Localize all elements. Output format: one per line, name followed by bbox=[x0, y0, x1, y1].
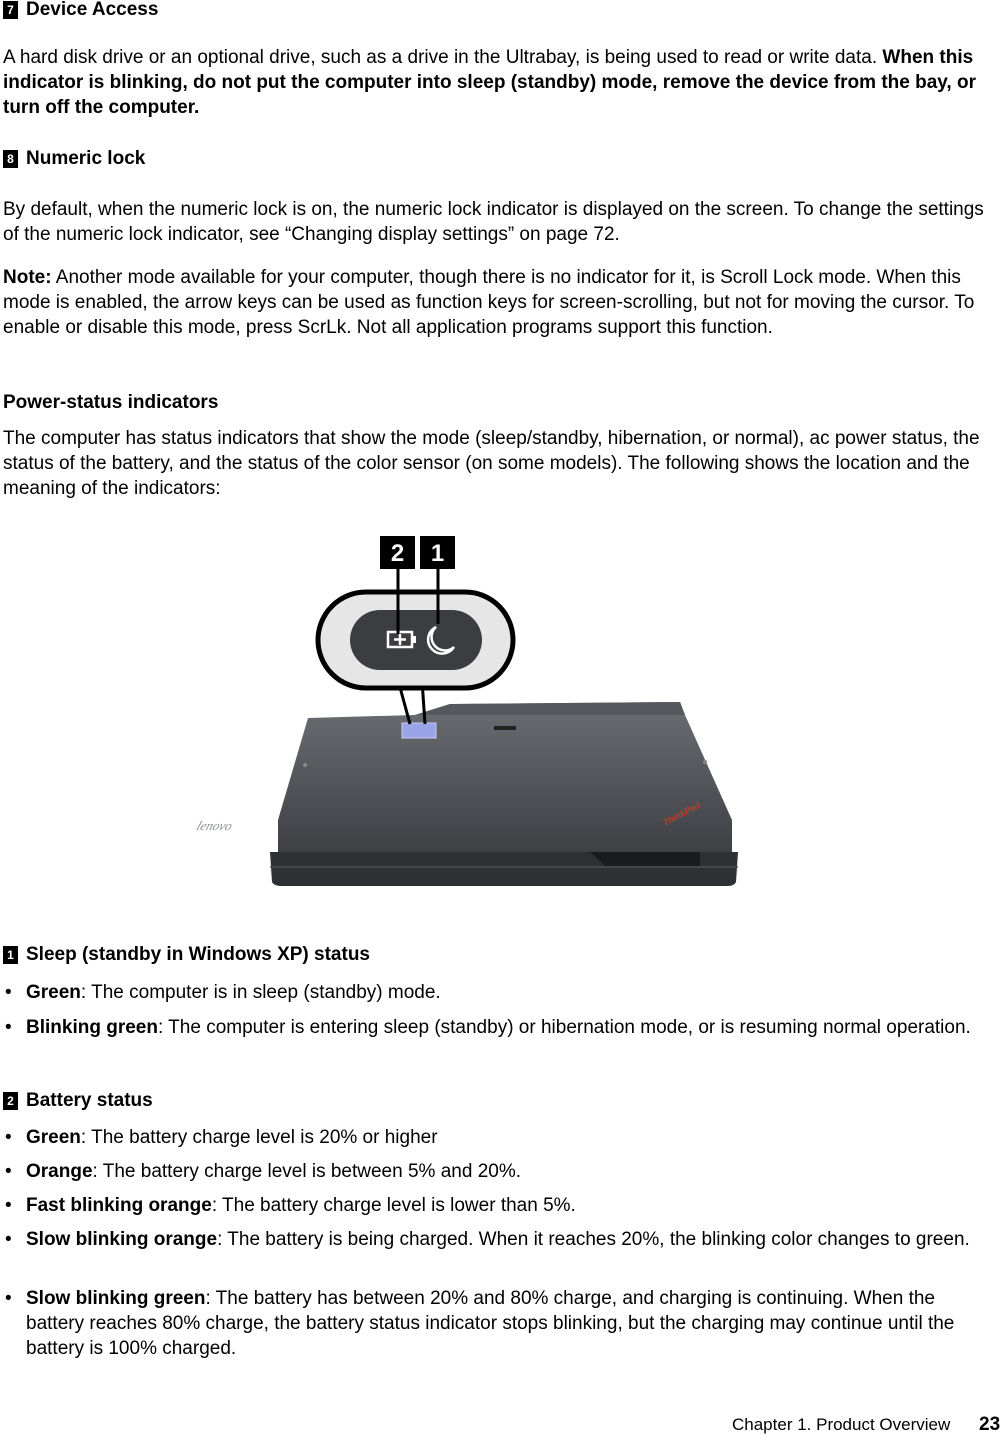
callout-number-2: 2 bbox=[3, 1092, 18, 1110]
svg-text:ThinkPad: ThinkPad bbox=[661, 799, 702, 828]
numeric-lock-title: Numeric lock bbox=[26, 148, 146, 169]
list-item bbox=[3, 1227, 1003, 1277]
footer-chapter: Chapter 1. Product Overview bbox=[732, 1415, 951, 1434]
callout-number-7: 7 bbox=[3, 1, 18, 19]
numeric-lock-heading bbox=[3, 146, 145, 171]
item-label: Green bbox=[26, 982, 81, 1003]
callout-number-8: 8 bbox=[3, 150, 18, 168]
laptop-body bbox=[270, 702, 738, 886]
numeric-lock-text: By default, when the numeric lock is on, the numeric lock indicator is displayed on the screen. To change the settings of the numeric lock indicator, see “Changing display settings” on page 72. bbox=[3, 199, 984, 245]
item-text: : The computer is entering sleep (standby) or hibernation mode, or is resuming normal operation. bbox=[157, 1017, 971, 1038]
svg-text:2: 2 bbox=[390, 540, 405, 567]
list-item bbox=[3, 980, 1003, 1005]
bullet-icon: • bbox=[5, 1017, 12, 1038]
power-status-title: Power-status indicators bbox=[3, 392, 219, 413]
note-label: Note: bbox=[3, 267, 52, 288]
callout-number-1: 1 bbox=[3, 946, 18, 964]
lenovo-logo: lenovo bbox=[194, 818, 235, 833]
page-number: 23 bbox=[979, 1414, 1001, 1435]
item-text: : The battery is being charged. When it reaches 20%, the blinking color changes to green. bbox=[217, 1229, 970, 1250]
item-label: Slow blinking orange bbox=[26, 1229, 218, 1250]
list-item bbox=[3, 1193, 1003, 1218]
indicator-location-figure bbox=[194, 530, 750, 890]
list-item bbox=[3, 1286, 1003, 1361]
battery-status-heading bbox=[3, 1088, 153, 1113]
bullet-icon: • bbox=[5, 982, 12, 1003]
item-label: Blinking green bbox=[26, 1017, 158, 1038]
sleep-status-title: Sleep (standby in Windows XP) status bbox=[26, 944, 370, 965]
power-status-text: The computer has status indicators that show the mode (sleep/standby, hibernation, or normal), ac power status, the status of the battery, and the status of the color sensor (on some models). The following shows the location and the meaning of the indicators: bbox=[3, 428, 980, 499]
note-text: Another mode available for your computer, though there is no indicator for it, is Scroll Lock mode. When this mode is enabled, the arrow keys can be used as function keys for screen-scrolling, but not for moving the cursor. To enable or disable this mode, press ScrLk. Not all application programs support this function. bbox=[3, 267, 975, 338]
item-text: : The battery charge level is 20% or higher bbox=[80, 1127, 438, 1148]
bullet-icon: • bbox=[5, 1288, 12, 1309]
callout-2 bbox=[380, 536, 415, 569]
item-label: Fast blinking orange bbox=[26, 1195, 212, 1216]
list-item bbox=[3, 1125, 1003, 1150]
svg-text:1: 1 bbox=[430, 540, 445, 567]
item-text: : The battery has between 20% and 80% charge, and charging is continuing. When the battery reaches 80% charge, the battery status indicator stops blinking, but the charging may continue until the battery is 100% charged. bbox=[26, 1288, 955, 1359]
battery-status-title: Battery status bbox=[26, 1090, 153, 1111]
device-access-heading bbox=[3, 0, 158, 22]
device-access-paragraph bbox=[3, 45, 1003, 120]
item-text: : The battery charge level is lower than 5%. bbox=[211, 1195, 576, 1216]
bullet-icon: • bbox=[5, 1127, 12, 1148]
item-label: Green bbox=[26, 1127, 81, 1148]
indicator-panel bbox=[318, 592, 513, 688]
device-access-title: Device Access bbox=[26, 0, 159, 20]
item-text: : The battery charge level is between 5% and 20%. bbox=[92, 1161, 521, 1182]
item-label: Orange bbox=[26, 1161, 93, 1182]
sleep-status-heading bbox=[3, 942, 370, 967]
bullet-icon: • bbox=[5, 1229, 12, 1250]
list-item bbox=[3, 1159, 1003, 1184]
list-item bbox=[3, 1015, 1003, 1065]
item-text: : The computer is in sleep (standby) mode. bbox=[80, 982, 441, 1003]
note-paragraph bbox=[3, 265, 1003, 340]
item-label: Slow blinking green bbox=[26, 1288, 206, 1309]
bullet-icon: • bbox=[5, 1195, 12, 1216]
bullet-icon: • bbox=[5, 1161, 12, 1182]
device-access-warning: When this indicator is blinking, do not put the computer into sleep (standby) mode, remove the device from the bay, or turn off the computer. bbox=[3, 47, 976, 118]
device-access-text: A hard disk drive or an optional drive, such as a drive in the Ultrabay, is being used to read or write data. bbox=[3, 47, 878, 68]
callout-1 bbox=[420, 536, 455, 569]
